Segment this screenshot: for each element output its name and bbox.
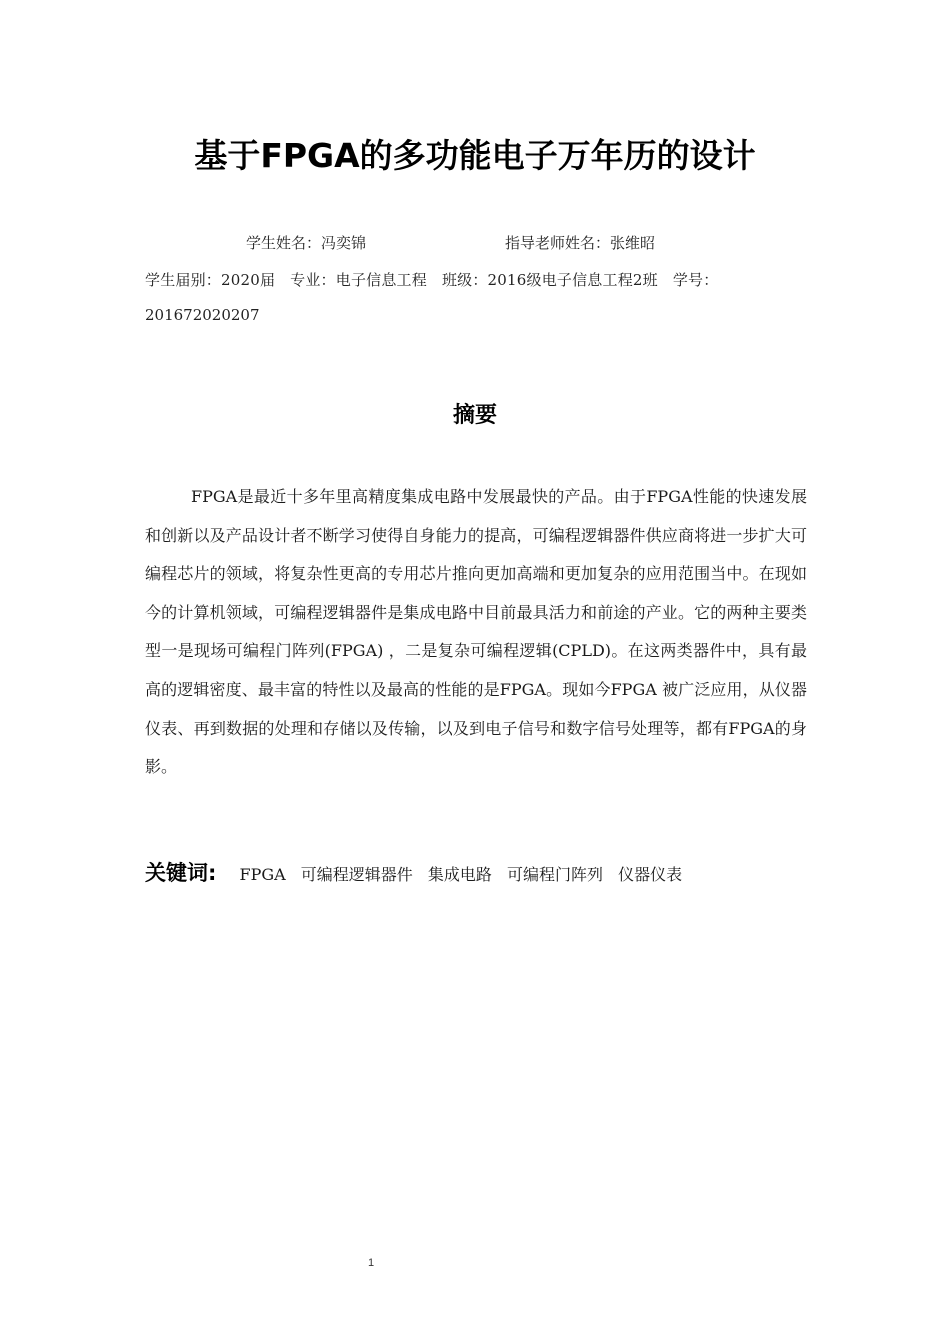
class-info: 班级：2016级电子信息工程2班 xyxy=(441,271,658,289)
keyword-item: 可编程逻辑器件 xyxy=(300,865,413,884)
student-id: 201672020207 xyxy=(145,306,260,324)
keyword-item: 集成电路 xyxy=(427,865,492,884)
student-name: 学生姓名：冯奕锦 xyxy=(246,234,367,252)
keywords-label: 关键词: xyxy=(145,861,217,885)
advisor-name: 指导老师姓名：张维昭 xyxy=(505,234,656,252)
abstract-heading: 摘要 xyxy=(452,403,497,428)
keyword-item: 仪器仪表 xyxy=(618,865,683,884)
graduation-year: 学生届别：2020届 xyxy=(145,271,276,289)
major: 专业：电子信息工程 xyxy=(290,271,427,289)
keyword-item: FPGA xyxy=(239,865,286,884)
keyword-item: 可编程门阵列 xyxy=(507,865,604,884)
document-title: 基于FPGA的多功能电子万年历的设计 xyxy=(194,136,756,175)
student-details-line xyxy=(145,269,728,290)
student-id-label: 学号： xyxy=(672,271,719,289)
page-number: 1 xyxy=(367,1257,375,1269)
abstract-body: FPGA是最近十多年里高精度集成电路中发展最快的产品。由于FPGA性能的快速发展和创新以及产品设计者不断学习使得自身能力的提高，可编程逻辑器件供应商将进一步扩大可编程芯片的领域，将复杂性更高的专用芯片推向更加高端和更加复杂的应用范围当中。在现如今的计算机领域，可编程逻辑器件是集成电路中目前最具活力和前途的产业。它的两种主要类型一是现场可编程门阵列(FPGA) ，二是复杂可编程逻辑(CPLD)。在这两类器件中，具有最高的逻辑密度、最丰富的特性以及最高的性能的是FPGA。现如今FPGA 被广泛应用，从仪器仪表、再到数据的处理和存储以及传输，以及到电子信号和数字信号处理等，都有FPGA的身影。 xyxy=(145,487,807,777)
keywords-line xyxy=(145,857,692,887)
